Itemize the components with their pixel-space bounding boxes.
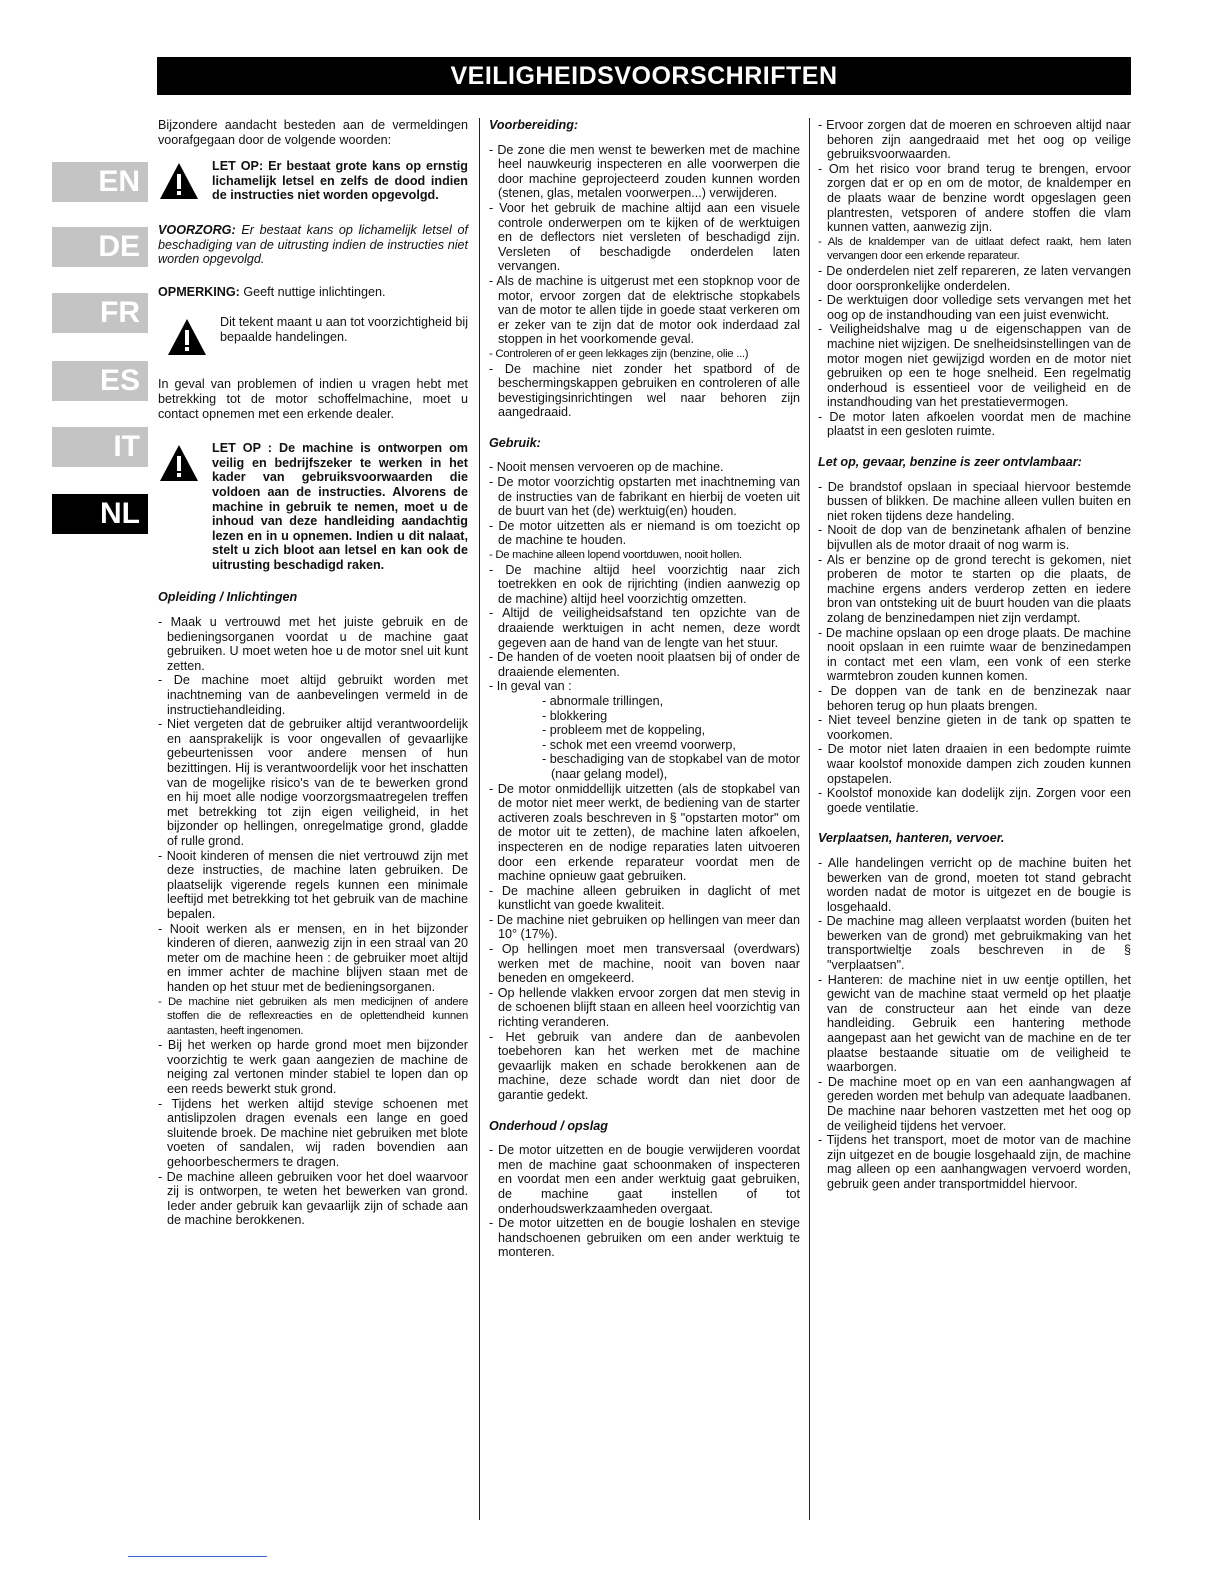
list-item: - Tijdens het werken altijd stevige schoenen met antislipzolen dragen evenals een lange en goed sluitende broek. De machine niet gebruiken met blote voeten of sandalen, wij raden bovendien aan gehoorbeschermers te dragen. bbox=[158, 1096, 468, 1170]
sub-list-item: - beschadiging van de stopkabel van de motor (naar gelang model), bbox=[542, 752, 800, 781]
symbol-note bbox=[158, 315, 468, 357]
list-item: - Ervoor zorgen dat de moeren en schroeven altijd naar behoren zijn aangedraaid met het oog op veilige gebruiksvoorwaarden. bbox=[818, 118, 1131, 162]
list-item: - Niet vergeten dat de gebruiker altijd verantwoordelijk en aansprakelijk is voor ongevallen of gevaarlijke gebeurtenissen voor andere mensen of hun bezittingen. Hij is verantwoordelijk voor het inschatten van de mogelijke risico's van de te bewerken grond en hij moet alle nodige voorzorgsmaatregelen treffen met betrekking tot zijn eigen veiligheid, in het bijzonder op hellingen, onregelmatige grond, gladde of rulle grond. bbox=[158, 717, 468, 848]
list-item: - Als er benzine op de grond terecht is gekomen, niet proberen de motor te starten op die plaats, de machine ergens anders verderop zetten en iedere bron van ontsteking uit de buurt houden van die plaats zolang de benzinedampen niet zijn verdampt. bbox=[818, 552, 1131, 625]
list-item: - De onderdelen niet zelf repareren, ze laten vervangen door oorspronkelijke onderdelen. bbox=[818, 263, 1131, 293]
list-item: - De machine alleen gebruiken in daglicht of met kunstlicht van goede kwaliteit. bbox=[489, 883, 800, 913]
list-item: - De motor uitzetten als er niemand is om toezicht op de machine te houden. bbox=[489, 518, 800, 548]
column-1 bbox=[158, 118, 468, 1228]
list-item: - Alle handelingen verricht op de machine buiten het bewerken van de grond, moeten tot stand gebracht worden nadat de motor is uitgezet en de bougie is losgehaald. bbox=[818, 855, 1131, 914]
list-item: - De machine alleen lopend voortduwen, nooit hollen. bbox=[489, 549, 742, 562]
list-item: - De machine moet altijd gebruikt worden met inachtneming van de aanbevelingen vermeld in de instructiehandleiding. bbox=[158, 673, 468, 717]
list-item: - De machine mag alleen verplaatst worden (buiten het bewerken van de grond) met gebruikmaking van het transportwieltje zoals beschreven in de § "verplaatsen". bbox=[818, 914, 1131, 973]
let-op-text: LET OP: Er bestaat grote kans op ernstig lichamelijk letsel en zelfs de dood indien de instructies niet worden opgevolgd. bbox=[212, 159, 468, 203]
lang-tab-it[interactable]: IT bbox=[52, 427, 148, 467]
list-item: - Bij het werken op harde grond moet men bijzonder voorzichtig te werk gaan aangezien de machine de neiging zal vertonen minder stabiel te lopen dan op een reeds bewerkt stuk grond. bbox=[158, 1038, 468, 1097]
let-op-warning-2 bbox=[158, 441, 468, 572]
list-item: - Om het risico voor brand terug te brengen, ervoor zorgen dat er op en om de motor, de knaldemper en de plaats waar de benzine wordt opgeslagen geen plantresten, vetsporen of andere stoffen die vlam kunnen vatten, aanwezig zijn. bbox=[818, 161, 1131, 235]
warning-triangle-icon bbox=[158, 161, 200, 201]
list-item: - De machine opslaan op een droge plaats. De machine nooit opslaan in een ruimte waar de benzinedampen in contact met een vlam, een vonk of een sterke warmtebron zouden kunnen komen. bbox=[818, 625, 1131, 684]
sub-list-item: - blokkering bbox=[542, 708, 608, 723]
column-2 bbox=[489, 118, 800, 1260]
opmerking-label: OPMERKING: bbox=[158, 284, 240, 299]
list-item: - De motor onmiddellijk uitzetten (als de stopkabel van de motor niet meer werkt, de bediening van de starter activeren zoals beschreven in § "opstarten motor" om de motor uit te zetten), de machine laten afkoelen, inspecteren en de nodige reparaties laten uitvoeren door een erkende reparateur voordat men de machine opnieuw gaat gebruiken. bbox=[489, 781, 800, 884]
intro-text: Bijzondere aandacht besteden aan de vermeldingen voorafgegaan door de volgende woorden: bbox=[158, 118, 468, 147]
lang-tab-en[interactable]: EN bbox=[52, 162, 148, 202]
voorzorg-text bbox=[158, 223, 468, 267]
list-item: - De zone die men wenst te bewerken met de machine heel nauwkeurig inspecteren en alle voorwerpen die door machine geprojecteerd zouden kunnen worden (stenen, glas, metalen voorwerpen...) verwijderen. bbox=[489, 142, 800, 201]
sub-list-item: - probleem met de koppeling, bbox=[542, 723, 706, 738]
list-item: - Nooit werken als er mensen, en in het bijzonder kinderen of dieren, aanwezig zijn in een straal van 20 meter om de machine heen : de gebruiker moet altijd en immer achter de machine blijven staan met de handen op het stuur met de bedieningsorganen. bbox=[158, 921, 468, 994]
footer-rule bbox=[128, 1556, 267, 1557]
list-item: - De werktuigen door volledige sets vervangen met het oog op de instandhouding van een juist evenwicht. bbox=[818, 293, 1131, 322]
opmerking-body: Geeft nuttige inlichtingen. bbox=[239, 284, 386, 299]
let-op-warning bbox=[158, 159, 468, 203]
section-heading-verplaatsen: Verplaatsen, hanteren, vervoer. bbox=[818, 831, 1005, 846]
list-item: - Nooit mensen vervoeren op de machine. bbox=[489, 460, 724, 475]
section-heading-benzine: Let op, gevaar, benzine is zeer ontvlambaar: bbox=[818, 455, 1082, 470]
list-item: - Nooit de dop van de benzinetank afhalen of benzine bijvullen als de motor draait of nog warm is. bbox=[818, 523, 1131, 553]
list-item: - Voor het gebruik de machine altijd aan een visuele controle onderwerpen om te kijken of de werktuigen en de deflectors niet versleten of beschadigd zijn. Versleten of beschadigde onderdelen laten vervangen. bbox=[489, 200, 800, 274]
dealer-text: In geval van problemen of indien u vragen hebt met betrekking tot de motor schoffelmachine, moet u contact opnemen met een erkende dealer. bbox=[158, 377, 468, 421]
column-divider bbox=[809, 118, 810, 1520]
let-op-2-text: LET OP : De machine is ontworpen om veilig en bedrijfszeker te werken in het kader van gebruiksvoorwaarden die voldoen aan de instructies. Alvorens de machine in gebruik te nemen, moet u de inhoud van deze handleiding aandachtig lezen en in u opnemen. Indien u dit nalaat, stelt u zich bloot aan letsel en kan ook de uitrusting beschadigd raken. bbox=[212, 441, 468, 572]
list-item: - Nooit kinderen of mensen die niet vertrouwd zijn met deze instructies, de machine laten gebruiken. De plaatselijk vigerende regels kunnen een minimale leeftijd met betrekking tot het gebruik van de machine bepalen. bbox=[158, 848, 468, 921]
list-item: - De machine niet zonder het spatbord of de beschermingskappen gebruiken en controleren of alle bevestigingsinrichtingen wel naar behoren zijn aangedraaid. bbox=[489, 361, 800, 420]
list-item: - De machine niet gebruiken op hellingen van meer dan 10° (17%). bbox=[489, 912, 800, 942]
voorzorg-label: VOORZORG: bbox=[158, 222, 236, 237]
list-item: - De doppen van de tank en de benzinezak naar behoren terug op hun plaats brengen. bbox=[818, 683, 1131, 713]
warning-triangle-icon bbox=[166, 317, 208, 357]
lang-tab-es[interactable]: ES bbox=[52, 361, 148, 401]
lang-tab-nl[interactable]: NL bbox=[52, 494, 148, 534]
list-item: - Op hellende vlakken ervoor zorgen dat men stevig in de schoenen blijft staan en alleen heel voorzichtig van richting veranderen. bbox=[489, 985, 800, 1030]
warning-triangle-icon bbox=[158, 443, 200, 483]
list-item: - Controleren of er geen lekkages zijn (benzine, olie ...) bbox=[489, 347, 749, 360]
page-title: VEILIGHEIDSVOORSCHRIFTEN bbox=[157, 57, 1131, 95]
list-item: - Als de knaldemper van de uitlaat defect raakt, hem laten vervangen door een erkende reparateur. bbox=[818, 235, 1131, 263]
list-item: - Veiligheidshalve mag u de eigenschappen van de machine niet wijzigen. De snelheidsinstellingen van de motor mogen niet gewijzigd worden en de motor niet gebruiken op een te hoge snelheid. Een regelmatig onderhoud is essentieel voor de veiligheid en de instandhouding van het prestatievermogen. bbox=[818, 322, 1131, 410]
list-item: - De brandstof opslaan in speciaal hiervoor bestemde bussen of blikken. De machine alleen vullen buiten en niet roken tijdens deze handeling. bbox=[818, 479, 1131, 523]
section-heading-opleiding: Opleiding / Inlichtingen bbox=[158, 590, 298, 605]
lang-tab-de[interactable]: DE bbox=[52, 227, 148, 267]
voorzorg-body: Er bestaat kans op lichamelijk letsel of beschadiging van de uitrusting indien de instructies niet worden opgevolgd. bbox=[158, 222, 468, 267]
list-item: - De motor niet laten draaien in een bedompte ruimte waar koolstof monoxide dampen zich zouden kunnen opstapelen. bbox=[818, 742, 1131, 786]
list-item: - In geval van : bbox=[489, 679, 572, 694]
list-item: - De motor laten afkoelen voordat men de machine plaatst in een gesloten ruimte. bbox=[818, 409, 1131, 439]
list-item: - Tijdens het transport, moet de motor van de machine zijn uitgezet en de bougie losgehaald zijn, de machine mag alleen op een aanhangwagen vervoerd worden, gebruik geen ander transportmiddel hiervoor. bbox=[818, 1133, 1131, 1191]
section-heading-gebruik: Gebruik: bbox=[489, 435, 541, 450]
opmerking-text bbox=[158, 285, 468, 300]
list-item: - Altijd de veiligheidsafstand ten opzichte van de draaiende werktuigen in acht nemen, deze wordt gegeven aan de hand van de lengte van het stuur. bbox=[489, 606, 800, 650]
list-item: - De machine moet op en van een aanhangwagen af gereden worden met behulp van adequate laadbanen. De machine naar behoren vastzetten met het oog op de veiligheid tijdens het vervoer. bbox=[818, 1074, 1131, 1133]
list-item: - Hanteren: de machine niet in uw eentje optillen, het gewicht van de machine staat vermeld op het plaatje van de constructeur aan het einde van deze handleiding. Gebruik een hantering methode aangepast aan het gewicht van de machine en de ter plaatse bestaande situatie om de veiligheid te waarborgen. bbox=[818, 972, 1131, 1075]
list-item: - Niet teveel benzine gieten in de tank op spatten te voorkomen. bbox=[818, 713, 1131, 742]
lang-tab-fr[interactable]: FR bbox=[52, 293, 148, 333]
list-item: - De motor uitzetten en de bougie verwijderen voordat men de machine gaat schoonmaken of inspecteren en voordat men een ander werktuig gaat gebruiken, de machine gaat instellen of tot onderhoudswerkzaamheden overgaat. bbox=[489, 1143, 800, 1216]
list-item: - De motor voorzichtig opstarten met inachtneming van de instructies van de fabrikant en hierbij de voeten uit de buurt van het (de) werktuig(en) houden. bbox=[489, 475, 800, 519]
column-divider bbox=[479, 118, 480, 1520]
symbol-note-text: Dit tekent maant u aan tot voorzichtigheid bij bepaalde handelingen. bbox=[220, 315, 468, 344]
list-item: - De machine altijd heel voorzichtig naar zich toetrekken en ook de rijrichting (indien aanwezig op de machine) altijd heel voorzichtig omzetten. bbox=[489, 562, 800, 606]
list-item: - De handen of de voeten nooit plaatsen bij of onder de draaiende elementen. bbox=[489, 650, 800, 679]
sub-list-item: - schok met een vreemd voorwerp, bbox=[542, 737, 736, 752]
list-item: - Maak u vertrouwd met het juiste gebruik en de bedieningsorganen voordat u de machine gaat gebruiken. U moet weten hoe u de motor snel uit kunt zetten. bbox=[158, 615, 468, 673]
column-3 bbox=[818, 118, 1131, 1192]
list-item: - Het gebruik van andere dan de aanbevolen toebehoren kan het werken met de machine gevaarlijk maken en schade berokkenen aan de machine, deze schade wordt dan niet door de garantie gedekt. bbox=[489, 1029, 800, 1102]
section-heading-onderhoud: Onderhoud / opslag bbox=[489, 1118, 608, 1133]
list-item: - Koolstof monoxide kan dodelijk zijn. Zorgen voor een goede ventilatie. bbox=[818, 786, 1131, 815]
list-item: - De motor uitzetten en de bougie loshalen en stevige handschoenen gebruiken om een ander werktuig te monteren. bbox=[489, 1216, 800, 1260]
sub-list-item: - abnormale trillingen, bbox=[542, 693, 664, 708]
list-item: - De machine alleen gebruiken voor het doel waarvoor zij is ontworpen, te weten het bewerken van grond. Ieder ander gebruik kan gevaarlijk zijn of schade aan de machine berokkenen. bbox=[158, 1169, 468, 1228]
list-item: - Als de machine is uitgerust met een stopknop voor de motor, ervoor zorgen dat de elektrische stopkabels van de motor te allen tijde in goede staat verkeren om er zeker van te zijn dat de motor ook inderdaad zal stoppen in het voorkomende geval. bbox=[489, 273, 800, 347]
list-item: - Op hellingen moet men transversaal (overdwars) werken met de machine, nooit van boven naar beneden en omgekeerd. bbox=[489, 942, 800, 986]
section-heading-voorbereiding: Voorbereiding: bbox=[489, 118, 579, 132]
list-item: - De machine niet gebruiken als men medicijnen of andere stoffen die de reflexreacties en de oplettendheid kunnen aantasten, heeft ingenomen. bbox=[158, 995, 468, 1037]
